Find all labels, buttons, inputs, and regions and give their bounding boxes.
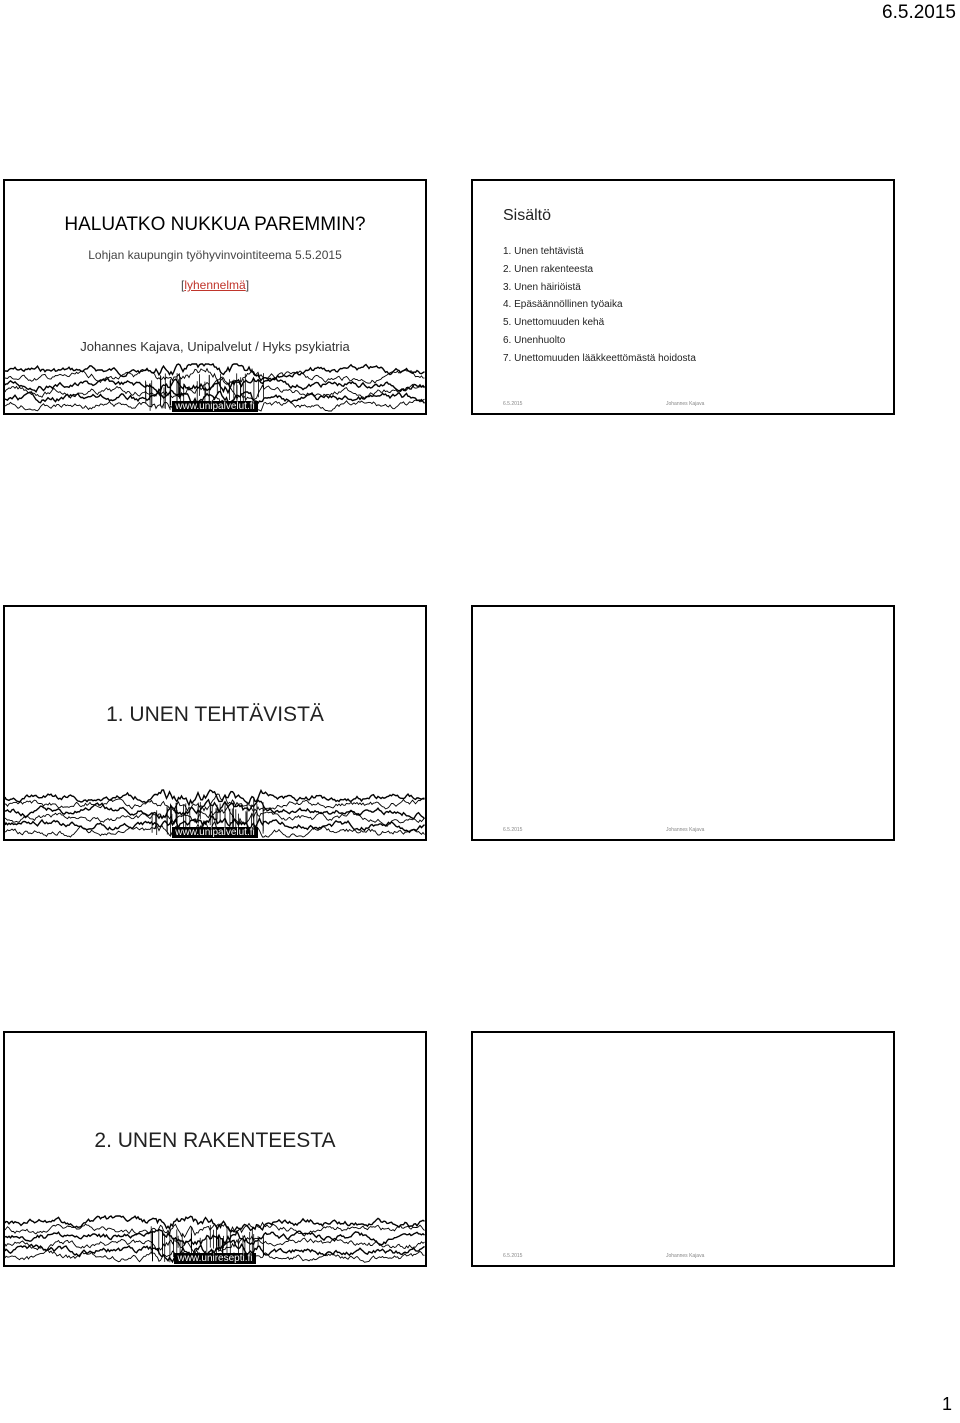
list-item: 2. Unen rakenteesta xyxy=(503,263,594,275)
list-item: 6. Unenhuolto xyxy=(503,334,566,346)
contents-heading: Sisältö xyxy=(503,207,552,224)
contents-list xyxy=(503,243,696,368)
slide-footer-date: 6.5.2015 xyxy=(503,401,523,407)
abridged-note: [lyhennelmä] xyxy=(180,278,250,292)
slide-footer-date: 6.5.2015 xyxy=(503,827,523,833)
presentation-title: HALUATKO NUKKUA PAREMMIN? xyxy=(64,214,366,235)
slide-url: www.uniresepti.fi xyxy=(5,1253,425,1264)
page-number: 1 xyxy=(941,1394,952,1414)
slide-section-2 xyxy=(3,1031,427,1267)
slide-blank xyxy=(471,1031,895,1267)
slide-footer-date: 6.5.2015 xyxy=(503,1253,523,1259)
list-item: 3. Unen häiriöistä xyxy=(503,281,581,293)
list-item: 4. Epäsäännöllinen työaika xyxy=(503,299,623,311)
presentation-subtitle: Lohjan kaupungin työhyvinvointiteema 5.5.2015 xyxy=(88,248,342,262)
slide-footer-author: Johannes Kajava xyxy=(666,401,705,407)
slide-blank xyxy=(471,605,895,841)
slide-url: www.unipalvelut.fi xyxy=(5,401,425,412)
section-title: 1. UNEN TEHTÄVISTÄ xyxy=(106,703,324,726)
page-date: 6.5.2015 xyxy=(882,2,956,23)
list-item: 5. Unettomuuden kehä xyxy=(503,317,605,329)
slide-url: www.unipalvelut.fi xyxy=(5,827,425,838)
list-item: 7. Unettomuuden lääkkeettömästä hoidosta xyxy=(503,352,696,364)
slide-footer-author: Johannes Kajava xyxy=(666,827,705,833)
section-title: 2. UNEN RAKENTEESTA xyxy=(94,1129,336,1152)
slide-title xyxy=(3,179,427,415)
list-item: 1. Unen tehtävistä xyxy=(503,246,584,257)
presentation-author: Johannes Kajava, Unipalvelut / Hyks psykiatria xyxy=(80,339,350,354)
slide-footer-author: Johannes Kajava xyxy=(666,1253,705,1259)
slide-contents xyxy=(471,179,895,415)
slide-section-1 xyxy=(3,605,427,841)
abridged-link[interactable]: lyhennelmä xyxy=(184,278,246,292)
